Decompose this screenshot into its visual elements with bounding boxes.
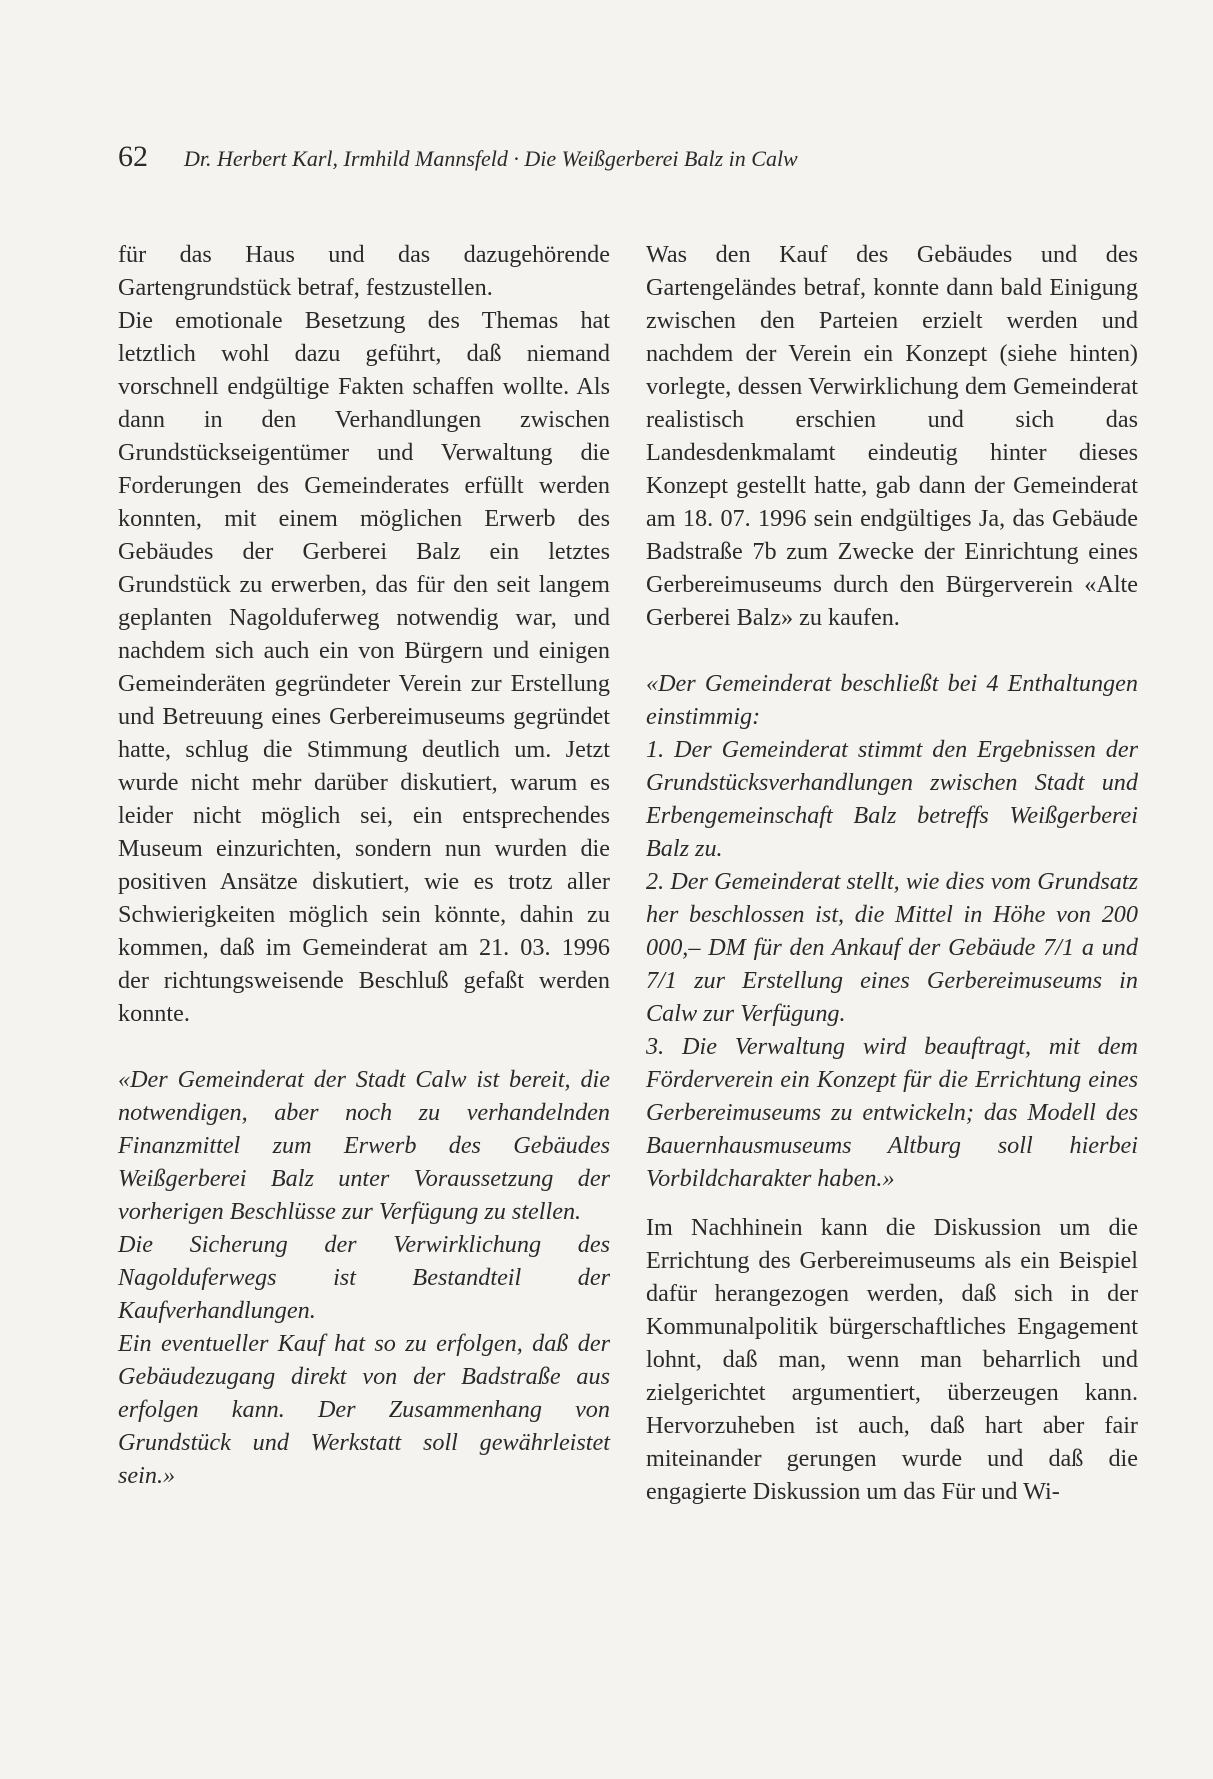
paragraph: Im Nachhinein kann die Diskussion um die Errichtung des Gerbereimuseums als ein Beispiel dafür herangezogen werden, daß sich in der Kommunalpolitik bürgerschaftliches Engagement lohnt, daß man, wenn man beharrlich und zielgerichtet argumentiert, überzeugen kann. Hervorzuheben ist auch, daß hart aber fair miteinander gerungen wurde und daß die engagierte Diskussion um das Für und Wi- (646, 1214, 1138, 1505)
quoted-resolution: Ein eventueller Kauf hat so zu erfolgen, daß der Gebäudezugang direkt von der Badstraße aus erfolgen kann. Der Zusammenhang von Grundstück und Werkstatt soll gewährleistet sein.» (118, 1330, 610, 1489)
page-number: 62 (118, 140, 148, 173)
page-header (118, 140, 798, 174)
right-column (646, 238, 1138, 1508)
quoted-resolution: 1. Der Gemeinderat stimmt den Ergebnissen der Grundstücksverhandlungen zwischen Stadt und Erbengemeinschaft Balz betreffs Weißgerberei Balz zu. (646, 736, 1138, 862)
left-column (118, 238, 610, 1492)
paragraph: Was den Kauf des Gebäudes und des Gartengeländes betraf, konnte dann bald Einigung zwischen den Parteien erzielt werden und nachdem der Verein ein Konzept (siehe hinten) vorlegte, dessen Verwirklichung dem Gemeinderat realistisch erschien und sich das Landesdenkmalamt eindeutig hinter dieses Konzept gestellt hatte, gab dann der Gemeinderat am 18. 07. 1996 sein endgültiges Ja, das Gebäude Badstraße 7b zum Zwecke der Einrichtung eines Gerbereimuseums durch den Bürgerverein «Alte Gerberei Balz» zu kaufen. (646, 241, 1138, 631)
paragraph: Die emotionale Besetzung des Themas hat letztlich wohl dazu geführt, daß niemand vorschnell endgültige Fakten schaffen wollte. Als dann in den Verhandlungen zwischen Grundstückseigentümer und Verwaltung die Forderungen des Gemeinderates erfüllt werden konnten, mit einem möglichen Erwerb des Gebäudes der Gerberei Balz ein letztes Grundstück zu erwerben, das für den seit langem geplanten Nagolduferweg notwendig war, und nachdem sich auch ein von Bürgern und einigen Gemeinderäten gegründeter Verein zur Erstellung und Betreuung eines Gerbereimuseums gegründet hatte, schlug die Stimmung deutlich um. Jetzt wurde nicht mehr darüber diskutiert, warum es leider nicht möglich sei, ein entsprechendes Museum einzurichten, sondern nun wurden die positiven Ansätze diskutiert, wie es trotz aller Schwierigkeiten möglich sein könnte, dahin zu kommen, daß im Gemeinderat am 21. 03. 1996 der richtungsweisende Beschluß gefaßt werden konnte. (118, 307, 610, 1027)
quoted-resolution: 2. Der Gemeinderat stellt, wie dies vom Grundsatz her beschlossen ist, die Mittel in Höhe von 200 000,– DM für den Ankauf der Gebäude 7/1 a und 7/1 zur Erstellung eines Gerbereimuseums in Calw zur Verfügung. (646, 868, 1138, 1027)
paragraph: für das Haus und das dazugehörende Gartengrundstück betraf, festzustellen. (118, 241, 610, 301)
quoted-resolution: «Der Gemeinderat der Stadt Calw ist bereit, die notwendigen, aber noch zu verhandelnden Finanzmittel zum Erwerb des Gebäudes Weißgerberei Balz unter Voraussetzung der vorherigen Beschlüsse zur Verfügung zu stellen. (118, 1066, 610, 1225)
quoted-resolution: «Der Gemeinderat beschließt bei 4 Enthaltungen einstimmig: (646, 670, 1138, 730)
running-head: Dr. Herbert Karl, Irmhild Mannsfeld · Die Weißgerberei Balz in Calw (184, 146, 798, 171)
quoted-resolution: 3. Die Verwaltung wird beauftragt, mit dem Förderverein ein Konzept für die Errichtung eines Gerbereimuseums zu entwickeln; das Modell des Bauernhausmuseums Altburg soll hierbei Vorbildcharakter haben.» (646, 1033, 1138, 1192)
quoted-resolution: Die Sicherung der Verwirklichung des Nagolduferwegs ist Bestandteil der Kaufverhandlungen. (118, 1231, 610, 1324)
